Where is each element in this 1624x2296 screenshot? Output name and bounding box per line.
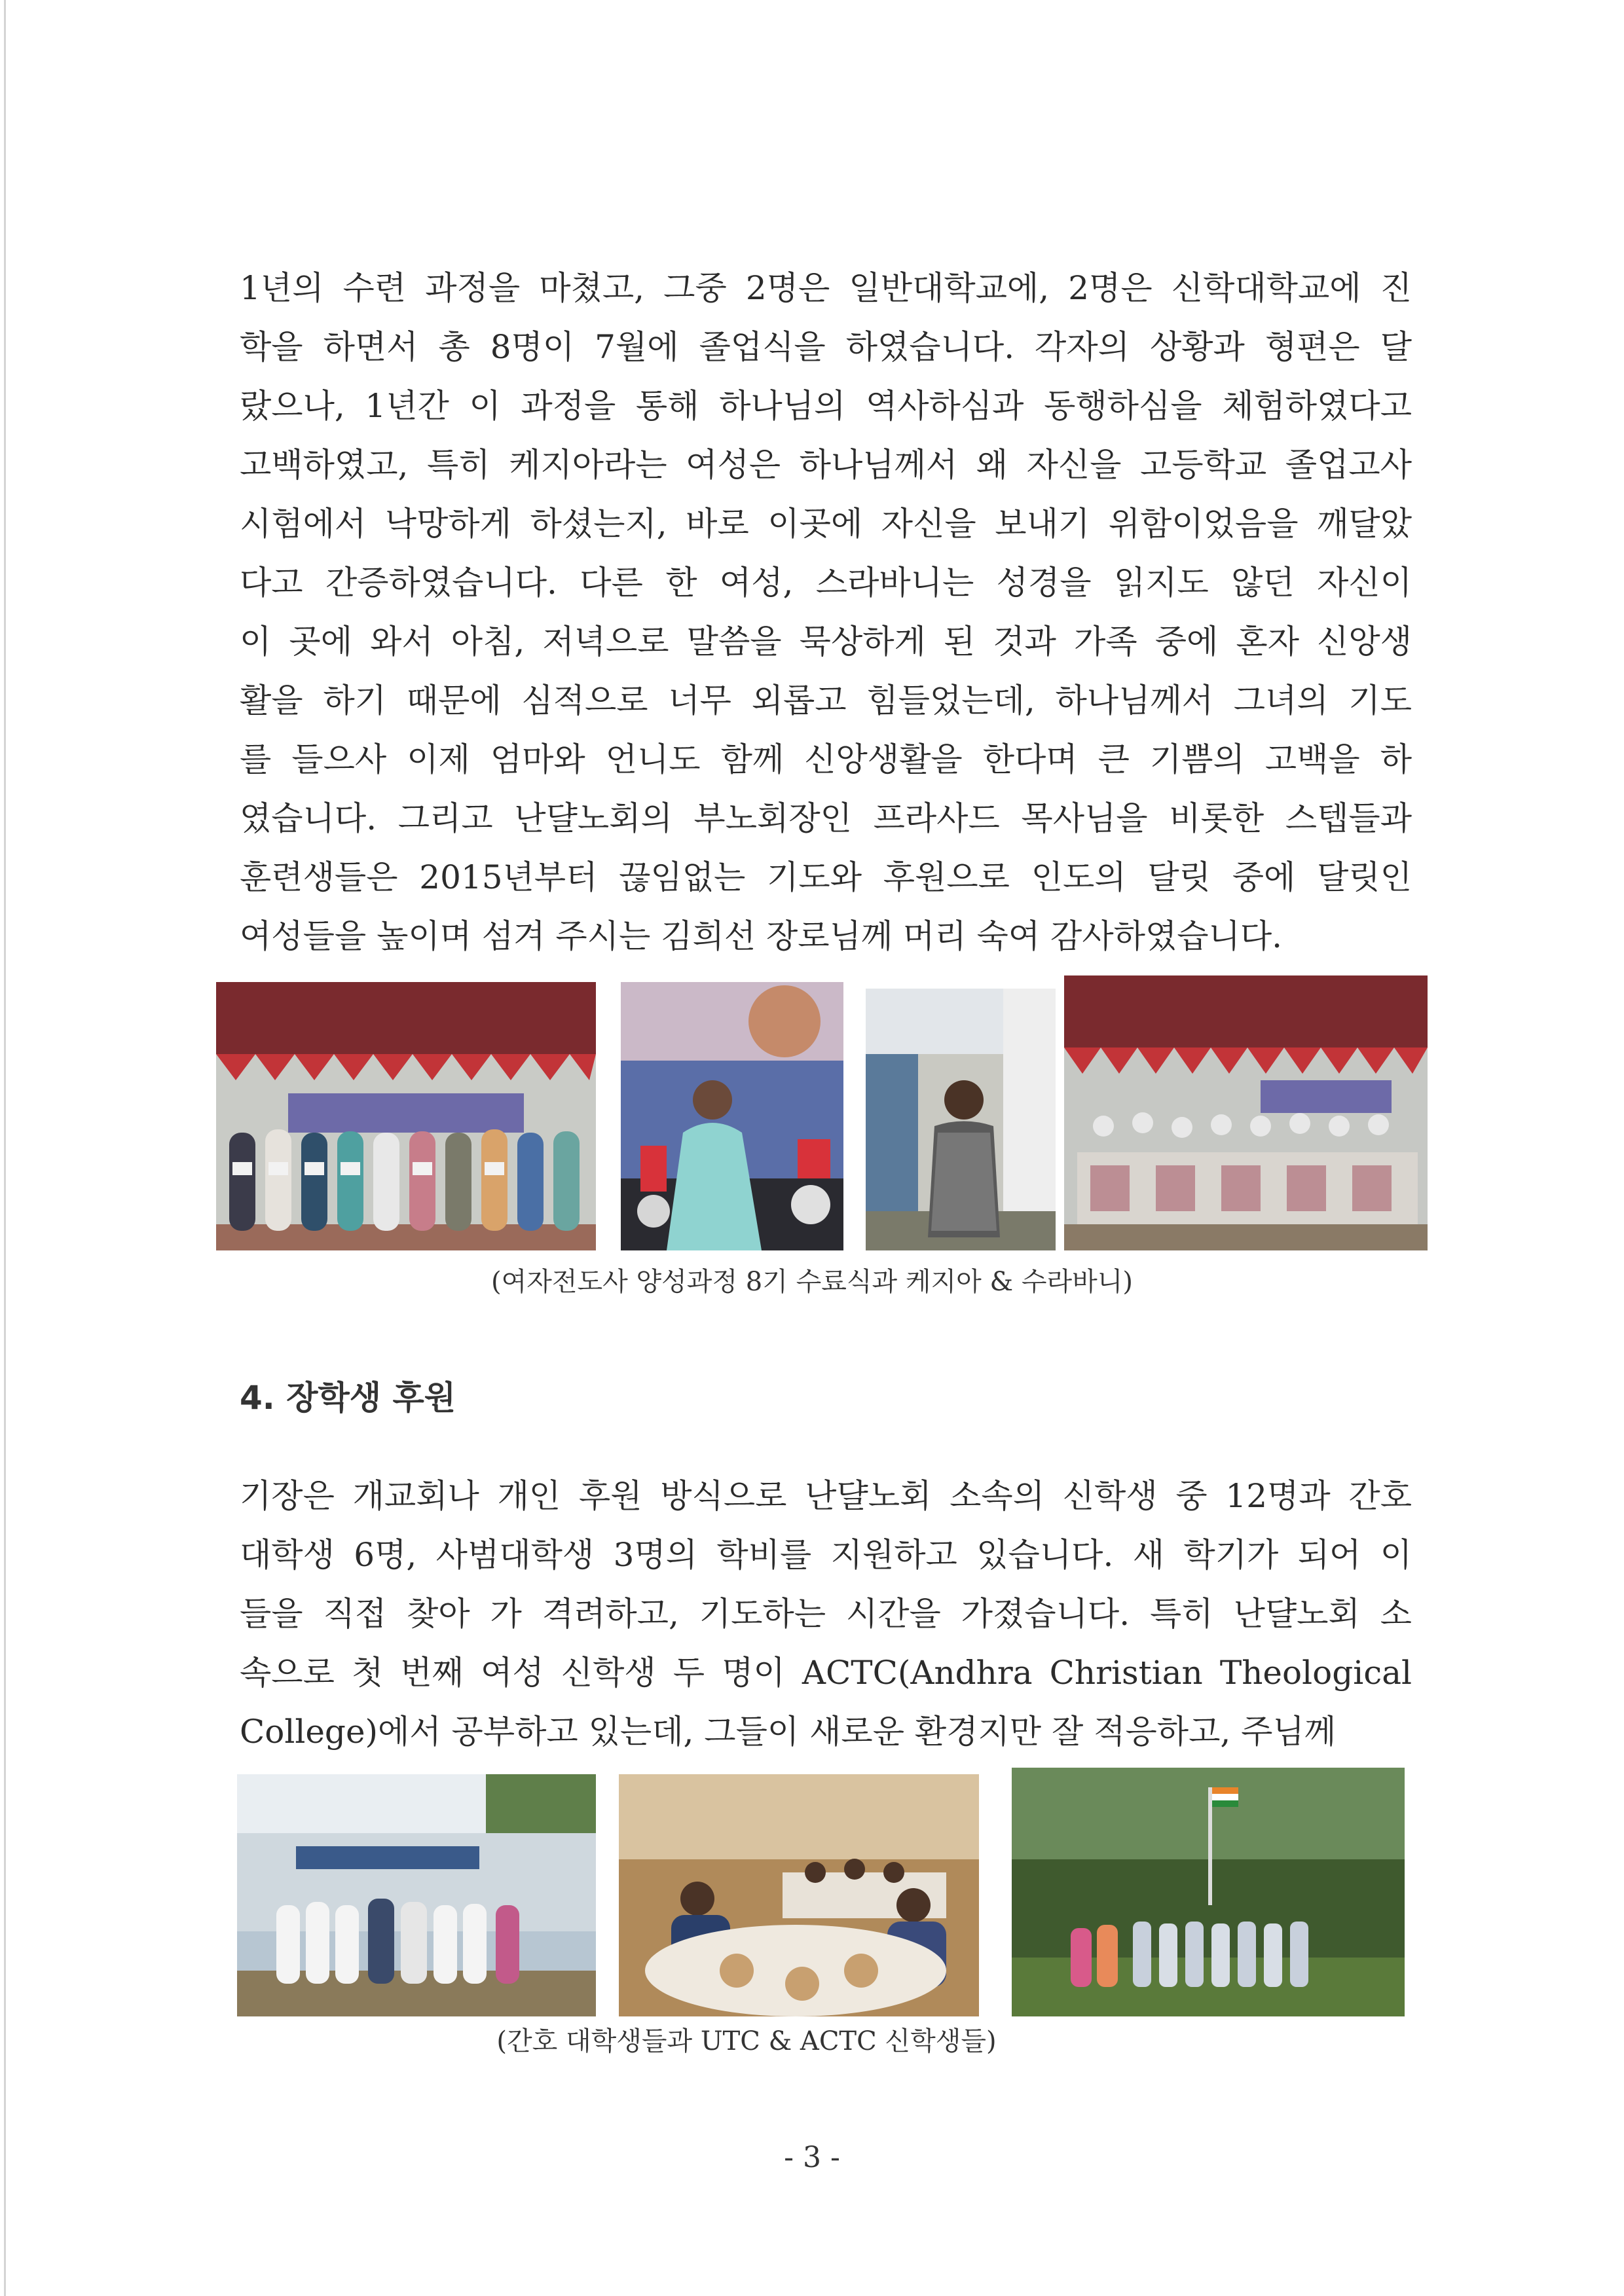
paragraph-1-line: 훈련생들은 2015년부터 끊임없는 기도와 후원으로 인도의 달릿 중에 달릿인 [240,858,1412,896]
paragraph-1-line: 학을 하면서 총 8명이 7월에 졸업식을 하였습니다. 각자의 상황과 형편은 달 [240,328,1412,366]
page-number: - 3 - [784,2141,840,2174]
paragraph-1 [240,259,1412,966]
paragraph-1-line: 여성들을 높이며 섬겨 주시는 김희선 장로님께 머리 숙여 감사하였습니다. [240,917,1283,955]
photo-nursing-students [237,1774,596,2016]
photo-caption-1: (여자전도사 양성과정 8기 수료식과 케지아 & 수라바니) [491,1267,1133,1297]
paragraph-2-line: 속으로 첫 번째 여성 신학생 두 명이 ACTC(Andhra Christian Theological [240,1654,1412,1692]
photo-leaders-panel [1064,975,1428,1250]
photo-graduation-group [216,982,596,1250]
section-heading: 4. 장학생 후원 [240,1379,456,1417]
paragraph-2-line: 기장은 개교회나 개인 후원 방식으로 난댤노회 소속의 신학생 중 12명과 간호 [240,1477,1412,1515]
paragraph-2-line: 들을 직접 찾아 가 격려하고, 기도하는 시간을 가졌습니다. 특히 난댤노회 소 [240,1595,1412,1633]
photo-sravani [866,989,1056,1250]
paragraph-1-line: 랐으나, 1년간 이 과정을 통해 하나님의 역사하심과 동행하심을 체험하였다고 [240,387,1412,425]
paragraph-2-line: 대학생 6명, 사범대학생 3명의 학비를 지원하고 있습니다. 새 학기가 되어 이 [240,1536,1412,1574]
paragraph-1-line: 활을 하기 때문에 심적으로 너무 외롭고 힘들었는데, 하나님께서 그녀의 기도 [240,682,1412,720]
paragraph-2 [240,1467,1412,1761]
photo-kezia-speaking [621,982,843,1250]
paragraph-1-line: 시험에서 낙망하게 하셨는지, 바로 이곳에 자신을 보내기 위함이었음을 깨달았 [240,505,1412,543]
paragraph-1-line: 였습니다. 그리고 난댤노회의 부노회장인 프라사드 목사님을 비롯한 스텝들과 [240,799,1412,837]
scan-edge [4,0,6,2296]
paragraph-1-line: 이 곳에 와서 아침, 저녁으로 말씀을 묵상하게 된 것과 가족 중에 혼자 신앙생 [240,623,1412,661]
photo-theology-students [1012,1768,1405,2016]
photo-caption-2: (간호 대학생들과 UTC & ACTC 신학생들) [496,2026,997,2056]
photo-dinner-gathering [619,1774,979,2016]
paragraph-2-line: College)에서 공부하고 있는데, 그들이 새로운 환경지만 잘 적응하고, 주님께 [240,1713,1337,1751]
paragraph-1-line: 1년의 수련 과정을 마쳤고, 그중 2명은 일반대학교에, 2명은 신학대학교에 진 [240,269,1412,307]
paragraph-1-line: 고백하였고, 특히 케지아라는 여성은 하나님께서 왜 자신을 고등학교 졸업고사 [240,446,1412,484]
paragraph-1-line: 를 들으사 이제 엄마와 언니도 함께 신앙생활을 한다며 큰 기쁨의 고백을 하 [240,740,1412,778]
paragraph-1-line: 다고 간증하였습니다. 다른 한 여성, 스라바니는 성경을 읽지도 않던 자신이 [240,564,1412,602]
